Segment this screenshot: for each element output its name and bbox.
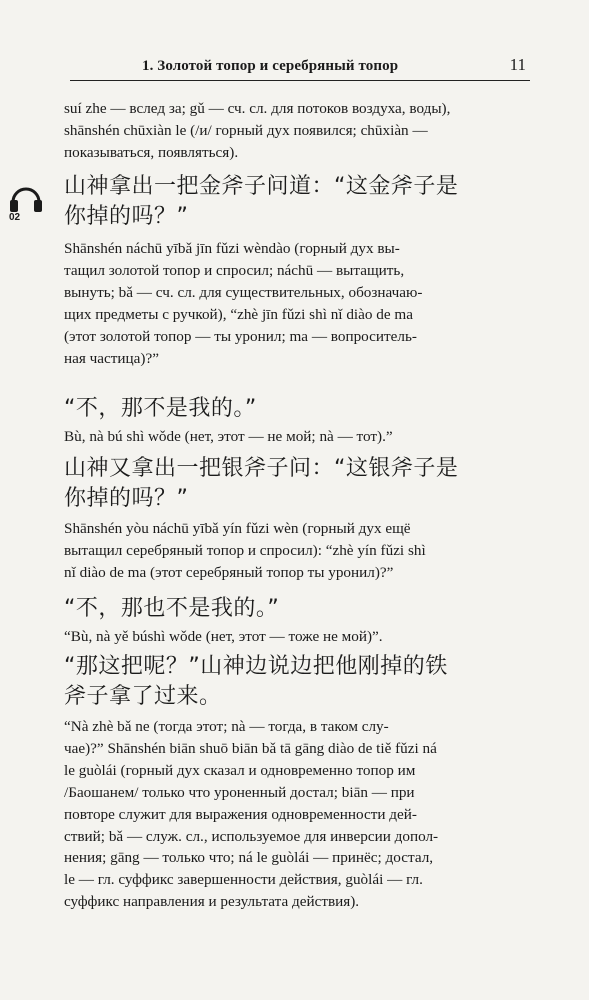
text-line: nǐ diào de ma (этот серебряный топор ты уронил)?” [64,563,394,581]
chinese-sentence [64,652,540,712]
text-line: тащил золотой топор и спросил; náchū — вытащить, [64,261,405,279]
text-line: суффикс направления и результата действия). [64,893,360,911]
page-number: 11 [509,55,526,74]
text-line: нения; gāng — только что; ná le guòlái — принёс; достал, [64,849,434,867]
text-line: ствий; bǎ — служ. сл., используемое для инверсии допол- [64,827,439,845]
gloss-paragraph [64,716,540,913]
text-line: “Bù, nà yě búshì wǒde (нет, этот — тоже не мой)”. [64,628,383,645]
chinese-sentence [64,394,540,424]
chinese-line: “不，那也不是我的。” [64,596,280,621]
chinese-line: “那这把呢？”山神边说边把他刚掉的铁 [64,654,448,679]
chinese-line: 山神拿出一把金斧子问道：“这金斧子是 [64,174,459,199]
gloss-paragraph [64,98,540,164]
page-header [70,54,530,81]
chinese-line: “不，那不是我的。” [64,396,257,421]
text-line: показываться, появляться). [64,143,239,161]
text-line: le guòlái (горный дух сказал и одновременно топор им [64,761,416,779]
chinese-line: 你掉的吗？” [64,486,189,511]
gloss-paragraph [64,238,540,369]
text-line: suí zhe — вслед за; gǔ — сч. сл. для потоков воздуха, воды), [64,100,451,117]
chinese-line: 山神又拿出一把银斧子问：“这银斧子是 [64,456,459,481]
text-line: “Nà zhè bǎ ne (тогда этот; nà — тогда, в таком слу- [64,718,389,735]
chinese-sentence [64,454,540,514]
text-line: le — гл. суффикс завершенности действия, guòlái — гл. [64,871,423,889]
chinese-line: 你掉的吗？” [64,204,189,229]
text-line: Shānshén yòu náchū yībǎ yín fǔzi wèn (горный дух ещё [64,520,411,537]
text-line: Bù, nà bú shì wǒde (нет, этот — не мой; nà — тот).” [64,428,393,445]
gloss-paragraph [64,426,540,448]
text-line: щих предметы с ручкой), “zhè jīn fǔzi shì nǐ diào de ma [64,305,413,323]
text-line: вытащил серебряный топор и спросил): “zhè yín fǔzi shì [64,541,426,559]
chinese-line: 斧子拿了过来。 [64,684,222,709]
text-line: ная частица)?” [64,349,159,367]
text-line: чае)?” Shānshén biān shuō biān bǎ tā gāng diào de tiě fǔzi ná [64,739,437,757]
chinese-sentence [64,172,540,232]
text-line: вынуть; bǎ — сч. сл. для существительных, обозначаю- [64,283,423,301]
text-line: повторе служит для выражения одновременности дей- [64,805,417,823]
chapter-title: 1. Золотой топор и серебряный топор [142,58,399,74]
text-line: /Баошанем/ только что уроненный достал; biān — при [64,783,415,801]
gloss-paragraph [64,518,540,584]
text-line: Shānshén náchū yībǎ jīn fǔzi wèndào (горный дух вы- [64,240,400,257]
chinese-sentence [64,594,540,624]
text-line: shānshén chūxiàn le (/и/ горный дух появился; chūxiàn — [64,121,428,139]
audio-track-number: 02 [9,212,21,223]
text-line: (этот золотой топор — ты уронил; ma — вопроситель- [64,327,417,345]
gloss-paragraph [64,626,540,648]
